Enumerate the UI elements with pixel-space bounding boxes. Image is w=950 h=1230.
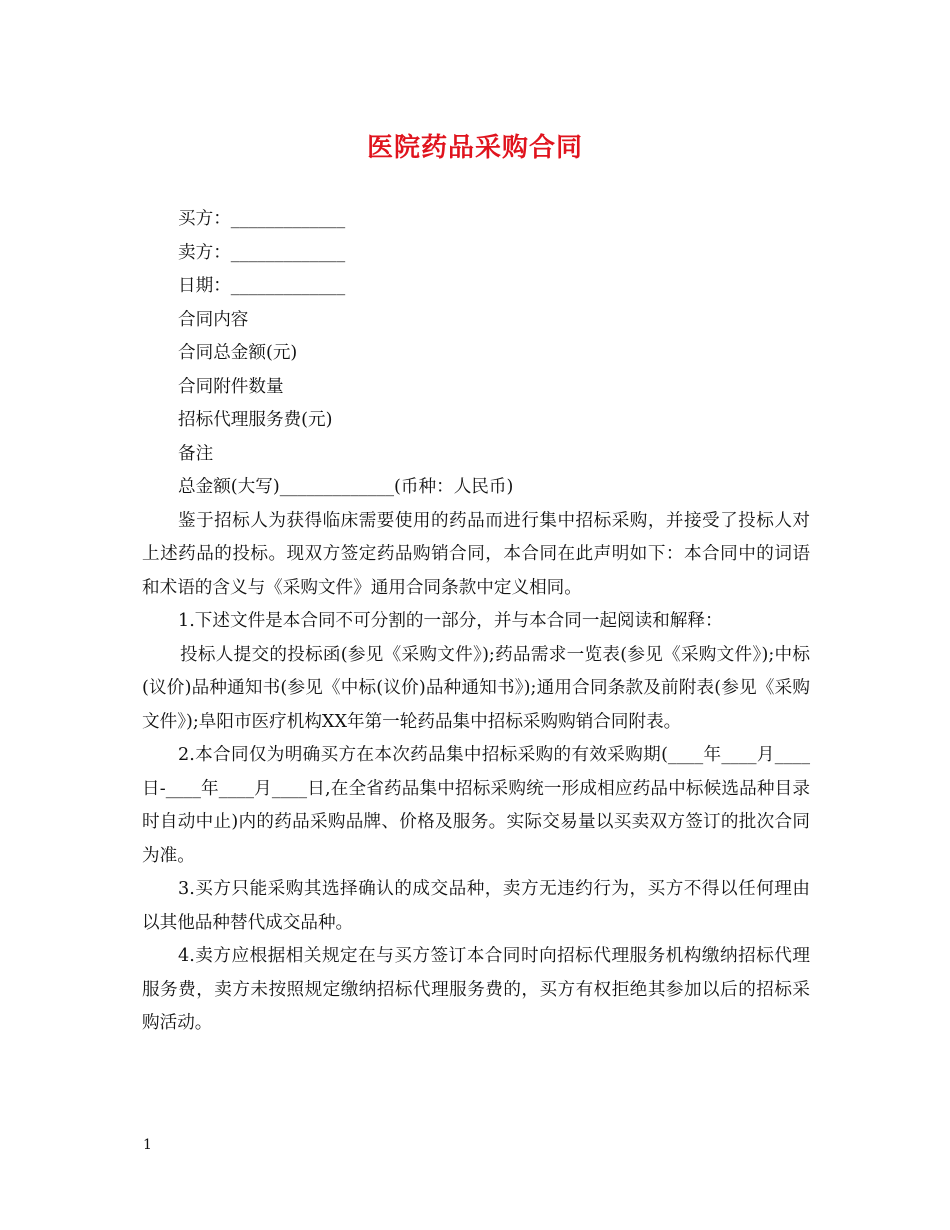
clause-4-paragraph: 4.卖方应根据相关规定在与买方签订本合同时向招标代理服务机构缴纳招标代理服务费，卖方未按照规定缴纳招标代理服务费的，买方有权拒绝其参加以后的招标采购活动。 <box>142 946 810 1033</box>
clause-2-paragraph: 2.本合同仅为明确买方在本次药品集中招标采购的有效采购期(____年____月____日-____年____月____日,在全省药品集中招标采购统一形成相应药品中标候选品种目录时自动中止)内的药品采购品牌、价格及服务。实际交易量以买卖双方签订的批次合同为准。 <box>142 745 810 866</box>
total-amount-line: 总金额(大写)_____________(币种：人民币) <box>178 477 514 497</box>
remarks-line: 备注 <box>178 443 214 464</box>
agency-fee-line: 招标代理服务费(元) <box>178 410 333 430</box>
preamble-paragraph: 鉴于招标人为获得临床需要使用的药品而进行集中招标采购，并接受了投标人对上述药品的投标。现双方签定药品购销合同，本合同在此声明如下：本合同中的词语和术语的含义与《采购文件》通用合同条款中定义相同。 <box>142 510 810 598</box>
clause-1-documents-paragraph: 投标人提交的投标函(参见《采购文件》);药品需求一览表(参见《采购文件》);中标(议价)品种通知书(参见《中标(议价)品种通知书》);通用合同条款及前附表(参见《采购文件》);阜阳市医疗机构XX年第一轮药品集中招标采购购销合同附表。 <box>142 644 810 732</box>
buyer-line: 买方：_____________ <box>178 209 346 229</box>
document-title: 医院药品采购合同 <box>366 133 583 163</box>
date-line: 日期：_____________ <box>178 276 346 296</box>
clause-1-paragraph: 1.下述文件是本合同不可分割的一部分，并与本合同一起阅读和解释： <box>178 611 723 631</box>
contract-content-line: 合同内容 <box>178 309 249 330</box>
contract-amount-line: 合同总金额(元) <box>178 343 298 363</box>
seller-line: 卖方：_____________ <box>178 242 346 263</box>
page-number: 1 <box>143 1137 152 1153</box>
document-body <box>142 203 810 1041</box>
attachment-count-line: 合同附件数量 <box>178 376 284 397</box>
clause-3-paragraph: 3.买方只能采购其选择确认的成交品种，卖方无违约行为，买方不得以任何理由以其他品种替代成交品种。 <box>142 879 810 933</box>
